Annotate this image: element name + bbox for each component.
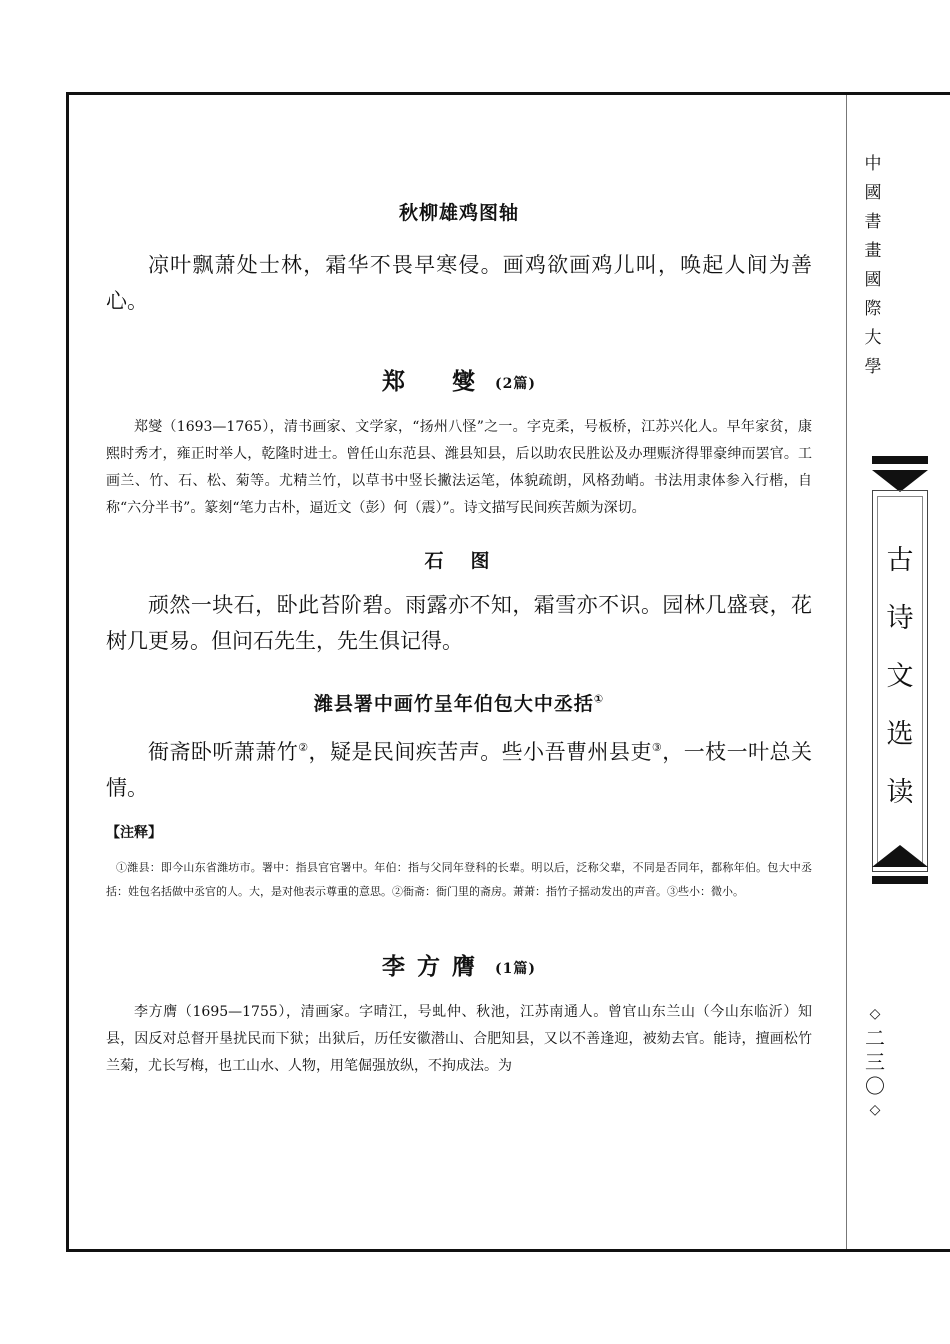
margin-divider xyxy=(846,95,847,1249)
side-title-university xyxy=(858,150,888,382)
banner-top-band xyxy=(872,456,928,464)
banner-char: 文 xyxy=(886,661,914,692)
side-title-char: 際 xyxy=(864,299,882,319)
side-title-char: 國 xyxy=(864,183,882,203)
side-title-char: 書 xyxy=(864,212,882,232)
author-heading-li-fangying xyxy=(106,948,812,981)
banner-char: 选 xyxy=(886,719,914,750)
poem-count: (1篇) xyxy=(495,961,536,977)
banner-bottom-chevron xyxy=(872,845,928,867)
poem-title-bamboo xyxy=(106,689,812,716)
notes-text: ①潍县：即今山东省潍坊市。署中：指县官官署中。年伯：指与父同年登科的长辈。明以后，泛称父辈，不同是否同年，都称年伯。包大中丞括：姓包名括做中丞官的人。大，是对他表示尊重的意思。②衙斋：衙门里的斋房。萧萧：指竹子摇动发出的声音。③些小：微小。 xyxy=(106,861,812,898)
poem-title-stone: 石 图 xyxy=(424,550,494,572)
page-number-char: 〇 xyxy=(865,1074,885,1098)
poem-count: (2篇) xyxy=(495,376,536,392)
page-number-char: 三 xyxy=(865,1050,885,1074)
page-number xyxy=(860,1002,890,1122)
side-title-char: 國 xyxy=(864,270,882,290)
banner-char: 读 xyxy=(886,777,914,808)
footnote-mark-1: ① xyxy=(593,692,605,706)
page-number-char: 二 xyxy=(865,1026,885,1050)
banner-char: 古 xyxy=(886,545,914,576)
author-bio-li-fangying: 李方膺（1695—1755），清画家。字晴江，号虬仲、秋池，江苏南通人。曾官山东兰山（今山东临沂）知县，因反对总督开垦扰民而下狱；出狱后，历任安徽潜山、合肥知县，又以不善逢迎，被劾去官。能诗，擅画松竹兰菊，尤长写梅，也工山水、人物，用笔倔强放纵，不拘成法。为 xyxy=(106,1004,812,1074)
side-title-char: 大 xyxy=(864,328,882,348)
poem-text-autumn-willow: 凉叶飘萧处士林，霜华不畏早寒侵。画鸡欲画鸡儿叫，唤起人间为善心。 xyxy=(106,253,812,313)
banner-bottom-band xyxy=(872,876,928,884)
page-number-char: ◇ xyxy=(869,1006,881,1022)
poem-part-1: 衙斋卧听萧萧竹 xyxy=(148,740,299,764)
author-name: 郑 燮 xyxy=(382,368,487,395)
author-name: 李方膺 xyxy=(382,953,487,980)
side-title-char: 學 xyxy=(864,357,882,377)
notes-heading: 【注释】 xyxy=(106,825,162,841)
author-heading-zheng-xie xyxy=(106,363,812,396)
side-title-char: 中 xyxy=(864,154,882,174)
side-title-char: 畫 xyxy=(864,241,882,261)
poem-part-3: ，一枝一叶总关情。 xyxy=(106,740,812,800)
footnote-mark-3: ③ xyxy=(651,741,663,754)
poem-title-autumn-willow: 秋柳雄鸡图轴 xyxy=(398,202,519,224)
page-number-char: ◇ xyxy=(869,1102,881,1118)
banner-top-chevron xyxy=(872,470,928,492)
poem-text-stone: 顽然一块石，卧此苔阶碧。雨露亦不知，霜雪亦不识。园林几盛衰，花树几更易。但问石先生，先生俱记得。 xyxy=(106,593,812,653)
banner-title xyxy=(872,532,928,822)
footnote-mark-2: ② xyxy=(298,741,309,754)
poem-title-bamboo-text: 潍县署中画竹呈年伯包大中丞括 xyxy=(313,693,594,715)
poem-part-2: ，疑是民间疾苦声。些小吾曹州县吏 xyxy=(308,740,652,764)
poem-text-bamboo xyxy=(106,730,812,806)
banner-char: 诗 xyxy=(886,603,914,634)
author-bio-zheng-xie: 郑燮（1693—1765），清书画家、文学家，“扬州八怪”之一。字克柔，号板桥，江苏兴化人。早年家贫，康熙时秀才，雍正时举人，乾隆时进士。曾任山东范县、潍县知县，后以助农民胜讼及办理赈济得罪豪绅而罢官。工画兰、竹、石、松、菊等。尤精兰竹，以草书中竖长撇法运笔，体貌疏朗，风格劲峭。书法用隶体参入行楷，自称“六分半书”。篆刻“笔力古朴，逼近文（彭）何（震）”。诗文描写民间疾苦颇为深切。 xyxy=(106,419,812,516)
main-content xyxy=(106,190,812,1080)
